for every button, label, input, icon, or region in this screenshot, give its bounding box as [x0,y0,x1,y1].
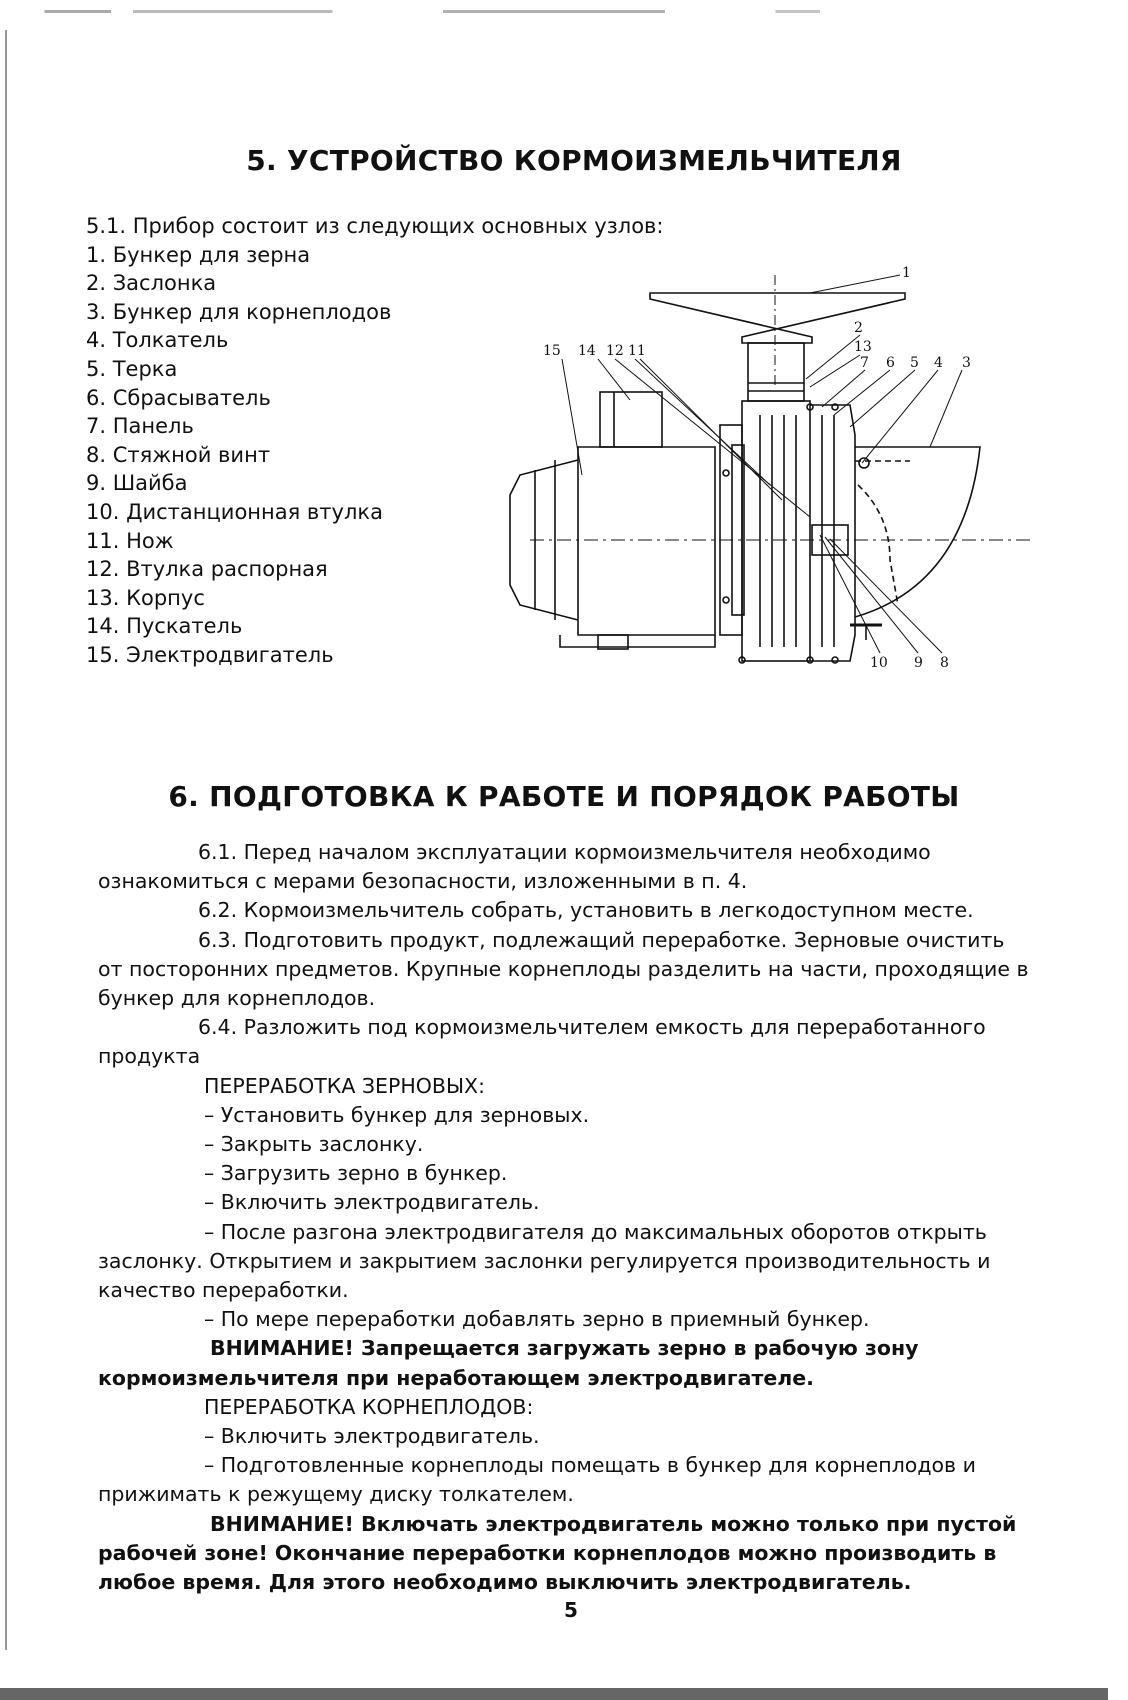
part-item: 10. Дистанционная втулка [86,499,383,524]
part-item: 13. Корпус [86,585,205,610]
scan-edge-bottom [0,1688,1108,1700]
diagram-label-15: 15 [543,343,561,359]
part-item: 5. Терка [86,356,178,381]
diagram-label-5: 5 [910,355,919,371]
part-item: 3. Бункер для корнеплодов [86,299,392,324]
paragraph-6-4-cont: продукта [98,1044,201,1069]
diagram-label-7: 7 [860,355,869,371]
section-6-title: 6. ПОДГОТОВКА К РАБОТЕ И ПОРЯДОК РАБОТЫ [168,780,960,813]
part-item: 2. Заслонка [86,271,217,296]
grain-step: – По мере переработки добавлять зерно в приемный бункер. [204,1307,870,1332]
parts-intro: 5.1. Прибор состоит из следующих основных узлов: [86,214,664,238]
diagram-label-11: 11 [628,343,646,359]
diagram-label-8: 8 [940,655,949,671]
grain-heading: ПЕРЕРАБОТКА ЗЕРНОВЫХ: [204,1073,485,1098]
part-item: 15. Электродвигатель [86,642,334,667]
scan-edge-top [0,10,1108,13]
device-diagram [510,265,1050,715]
part-item: 9. Шайба [86,471,188,496]
paragraph-6-1-cont: ознакомиться с мерами безопасности, изложенными в п. 4. [98,869,748,894]
root-heading: ПЕРЕРАБОТКА КОРНЕПЛОДОВ: [204,1394,534,1419]
part-item: 14. Пускатель [86,614,243,639]
grain-step: – Закрыть заслонку. [204,1132,424,1157]
part-item: 6. Сбрасыватель [86,385,271,410]
paragraph-6-2: 6.2. Кормоизмельчитель собрать, установить в легкодоступном месте. [198,898,974,923]
part-item: 1. Бункер для зерна [86,242,311,267]
grain-step: – Загрузить зерно в бункер. [204,1161,508,1186]
page-number: 5 [564,1598,578,1622]
neck [748,343,804,401]
starter-box [600,392,662,447]
part-item: 4. Толкатель [86,328,229,353]
diagram-label-14: 14 [578,343,596,359]
diagram-label-9: 9 [914,655,923,671]
root-step: – Включить электродвигатель. [204,1424,540,1449]
diagram-label-3: 3 [962,355,971,371]
root-hopper [855,447,980,617]
paragraph-6-3-cont: бункер для корнеплодов. [98,986,376,1011]
diagram-label-4: 4 [934,355,943,371]
housing [742,401,810,661]
scan-edge-left [5,30,7,1650]
diagram-label-2: 2 [854,320,863,336]
paragraph-6-4: 6.4. Разложить под кормоизмельчителем емкость для переработанного [198,1015,986,1040]
grain-step: – Включить электродвигатель. [204,1190,540,1215]
warning-grain-cont: кормоизмельчителя при неработающем электродвигателе. [98,1365,814,1390]
motor [578,447,715,635]
paragraph-6-3-cont: от посторонних предметов. Крупные корнеплоды разделить на части, проходящие в [98,956,1029,981]
warning-grain: ВНИМАНИЕ! Запрещается загружать зерно в рабочую зону [210,1336,919,1361]
diagram-label-6: 6 [886,355,895,371]
diagram-label-12: 12 [606,343,624,359]
grain-step: – Установить бункер для зерновых. [204,1102,590,1127]
section-5-title: 5. УСТРОЙСТВО КОРМОИЗМЕЛЬЧИТЕЛЯ [246,144,902,177]
part-item: 11. Нож [86,528,174,553]
diagram-label-1: 1 [902,265,911,281]
part-item: 7. Панель [86,414,194,439]
part-item: 8. Стяжной винт [86,442,271,467]
grain-step-cont: качество переработки. [98,1278,349,1303]
root-step: – Подготовленные корнеплоды помещать в бункер для корнеплодов и [204,1453,976,1478]
diagram-label-10: 10 [870,655,888,671]
warning-root: ВНИМАНИЕ! Включать электродвигатель можно только при пустой [210,1511,1017,1536]
diagram-label-13: 13 [854,339,872,355]
root-step-cont: прижимать к режущему диску толкателем. [98,1482,574,1507]
warning-root-cont: рабочей зоне! Окончание переработки корнеплодов можно производить в [98,1540,997,1565]
grain-step-cont: заслонку. Открытием и закрытием заслонки регулируется производительность и [98,1248,991,1273]
paragraph-6-3: 6.3. Подготовить продукт, подлежащий переработке. Зерновые очистить [198,927,1005,952]
grain-step: – После разгона электродвигателя до максимальных оборотов открыть [204,1219,987,1244]
part-item: 12. Втулка распорная [86,557,328,582]
warning-root-cont: любое время. Для этого необходимо выключить электродвигатель. [98,1570,912,1595]
section-6-body [98,838,1038,1597]
paragraph-6-1: 6.1. Перед началом эксплуатации кормоизмельчителя необходимо [198,840,931,864]
grain-hopper [650,293,905,343]
